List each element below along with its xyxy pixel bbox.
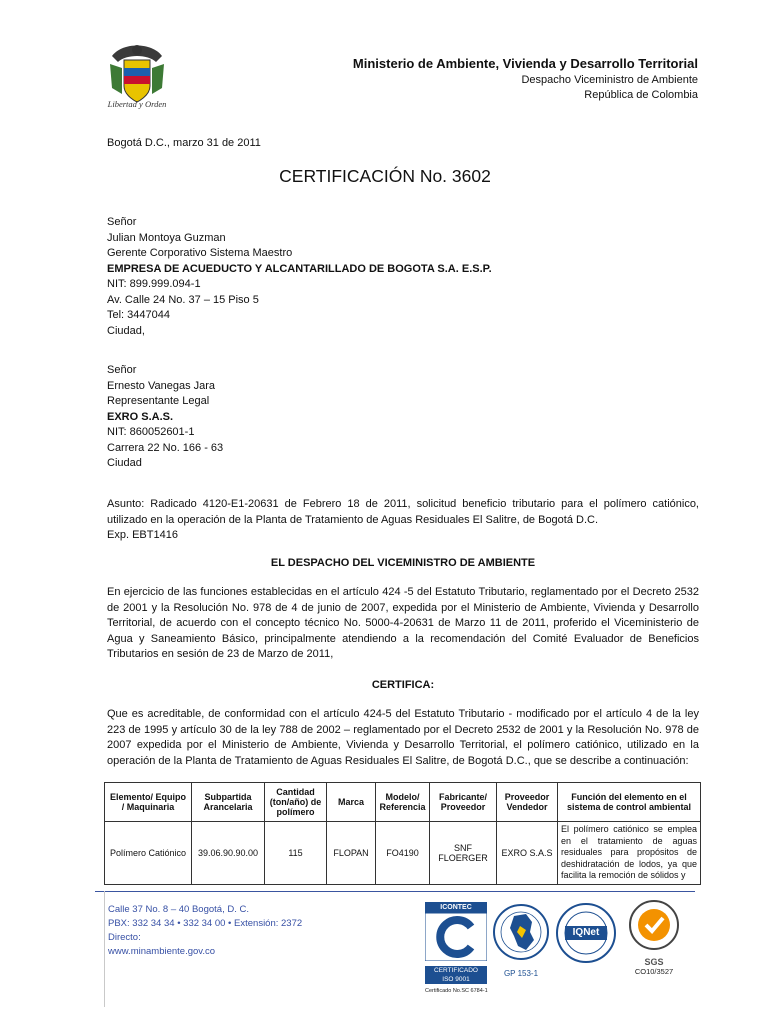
table-cell: SNF FLOERGER [430,822,497,885]
sgs-label: SGS [644,957,664,967]
recipient-tel: Tel: 3447044 [107,309,170,321]
icontec-cert: CERTIFICADO [425,966,487,975]
table-cell: 39.06.90.90.00 [192,822,265,885]
table-cell: 115 [265,822,327,885]
recipient-role: Gerente Corporativo Sistema Maestro [107,247,293,259]
footer-divider [95,891,695,892]
sgs-number: CO10/3527 [634,967,674,976]
recipient-name: Ernesto Vanegas Jara [107,379,216,392]
col-header: Marca [327,783,376,822]
office-subtitle: Despacho Viceministro de Ambiente [521,74,698,86]
gp-number: GP 153-1 [503,969,539,978]
recipient-address: Carrera 22 No. 166 - 63 [107,441,224,454]
footer-phone: PBX: 332 34 34 • 332 34 00 • Extensión: 2372 [108,918,303,929]
certificate-title: CERTIFICACIÓN No. 3602 [279,166,491,186]
paragraph-certifies: Que es acreditable, de conformidad con el artículo 424-5 del Estatuto Tributario - modificado por el artículo 4 de la ley 223 de 1995 y artículo 30 de la ley 788 de 2002 – reglamentado por el Decreto 2532 de 2001 y la Resolución No. 978 de 2007 expedida por el Ministerio de Ambiente, Vivienda y Desarrollo Territorial, el polímero catiónico, utilizado en la operación de la Planta de Tratamiento de Aguas Residuales El Salitre, de Bogotá D.C., que se describe a continuación: [107,708,699,767]
col-header: Proveedor Vendedor [497,783,558,822]
country-subtitle: República de Colombia [584,89,698,101]
motto: Libertad y Orden [107,99,167,109]
table-header-row [105,783,701,822]
icontec-number: Certificado No.SC 6784-1 [425,988,488,994]
recipient-company: EMPRESA DE ACUEDUCTO Y ALCANTARILLADO DE BOGOTA S.A. E.S.P. [107,262,492,275]
table-cell: FLOPAN [327,822,376,885]
colombia-map-icon [492,902,550,964]
sgs-logo [623,900,685,980]
col-header: Subpartida Arancelaria [192,783,265,822]
col-header: Fabricante/ Proveedor [430,783,497,822]
sgs-seal-icon [623,900,685,952]
footer-website[interactable]: www.minambiente.gov.co [108,946,216,957]
icontec-iso: ISO 9001 [425,975,487,984]
recipient-nit: NIT: 860052601-1 [107,426,195,438]
table-cell: El polímero catiónico se emplea en el tratamiento de aguas residuales para propósitos de deshidratación de lodos, ya que facilita la remoción de sólidos y [558,822,701,885]
items-table [104,782,701,885]
table-cell: EXRO S.A.S [497,822,558,885]
icontec-symbol-icon [425,913,487,961]
iqnet-logo [555,900,617,980]
salutation: Señor [107,216,137,228]
recipient-role: Representante Legal [107,395,210,407]
gp-logo [492,902,550,982]
footer-address: Calle 37 No. 8 – 40 Bogotá, D. C. [108,904,249,915]
date-line: Bogotá D.C., marzo 31 de 2011 [107,137,261,149]
table-cell: Polímero Catiónico [105,822,192,885]
footer-vertical-divider [104,891,105,1007]
col-header: Elemento/ Equipo / Maquinaria [105,783,192,822]
salutation: Señor [107,364,137,376]
recipient-city: Ciudad, [107,324,145,337]
table-cell: FO4190 [376,822,430,885]
col-header: Cantidad (ton/año) de polímero [265,783,327,822]
subject: Asunto: Radicado 4120-E1-20631 de Febrero 18 de 2011, solicitud beneficio tributario para el polímero catiónico, utilizado en la operación de la Planta de Tratamiento de Aguas Residuales El Salitre, de Bogotá D.C. [107,498,699,526]
table-row [105,822,701,885]
recipient-nit: NIT: 899.999.094-1 [107,278,201,290]
recipient-company: EXRO S.A.S. [107,410,174,423]
certifica-heading: CERTIFICA: [371,679,435,691]
iqnet-label: IQNet [572,927,600,938]
icontec-logo [425,902,487,1002]
col-header: Modelo/ Referencia [376,783,430,822]
recipient-city: Ciudad [107,457,142,469]
col-header: Función del elemento en el sistema de control ambiental [558,783,701,822]
icontec-name: ICONTEC [425,902,487,913]
recipient-2 [107,363,699,472]
expedient: Exp. EBT1416 [107,529,178,541]
ministry-title: Ministerio de Ambiente, Vivienda y Desarrollo Territorial [352,56,698,71]
recipient-address: Av. Calle 24 No. 37 – 15 Piso 5 [107,293,259,306]
recipient-1 [107,215,699,339]
office-heading: EL DESPACHO DEL VICEMINISTRO DE AMBIENTE [270,557,536,569]
paragraph-considerations: En ejercicio de las funciones establecidas en el artículo 424 -5 del Estatuto Tributario, reglamentado por el Decreto 2532 de 2001 y la Resolución No. 978 de 4 de junio de 2007, expedida por el Ministerio de Ambiente, Vivienda y Desarrollo Territorial, de acuerdo con el concepto técnico No. 5000-4-20631 de Marzo 11 de 2011, proferido el Viceministerio de Agua y Saneamiento Básico, principalmente atendiendo a la recomendación del Comité Evaluador de Beneficios Tributarios en sesión de 23 de Marzo de 2011, [107,586,699,660]
recipient-name: Julian Montoya Guzman [107,231,226,244]
footer-direct: Directo: [108,932,141,943]
